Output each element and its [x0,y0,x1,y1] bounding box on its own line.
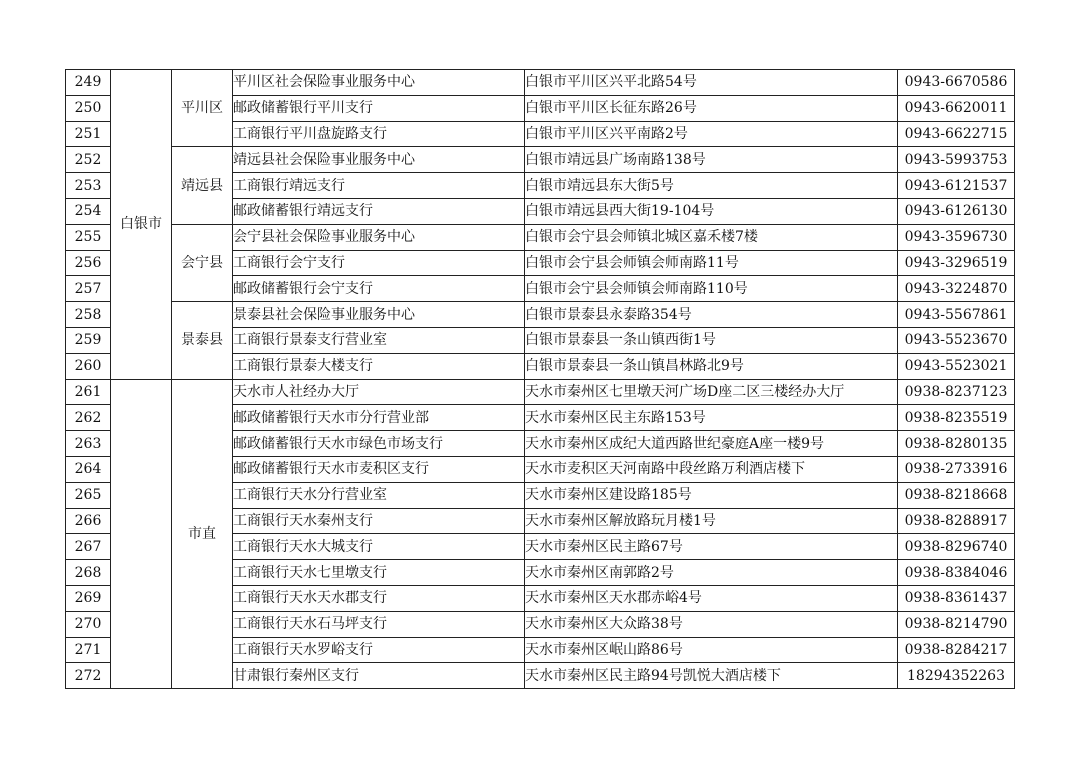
table-row [66,379,1015,405]
outlet-address: 白银市景泰县永泰路354号 [525,302,898,328]
outlet-name: 工商银行天水天水郡支行 [233,585,525,611]
outlet-name: 天水市人社经办大厅 [233,379,525,405]
row-number: 253 [66,173,111,199]
outlet-name: 平川区社会保险事业服务中心 [233,70,525,96]
outlet-phone: 0943-3224870 [898,276,1015,302]
row-number: 251 [66,121,111,147]
outlet-name: 景泰县社会保险事业服务中心 [233,302,525,328]
outlet-phone: 0938-8361437 [898,585,1015,611]
outlet-phone: 0943-5523670 [898,327,1015,353]
row-number: 267 [66,534,111,560]
outlet-address: 天水市秦州区解放路玩月楼1号 [525,508,898,534]
outlet-phone: 0938-8214790 [898,611,1015,637]
outlet-phone: 0938-8384046 [898,560,1015,586]
outlet-name: 邮政储蓄银行天水市麦积区支行 [233,456,525,482]
row-number: 264 [66,456,111,482]
outlet-phone: 0938-8296740 [898,534,1015,560]
outlet-name: 工商银行天水分行营业室 [233,482,525,508]
outlet-address: 白银市会宁县会师镇会师南路11号 [525,250,898,276]
outlet-phone: 0938-8237123 [898,379,1015,405]
row-number: 252 [66,147,111,173]
outlet-name: 邮政储蓄银行平川支行 [233,95,525,121]
row-number: 265 [66,482,111,508]
row-number: 257 [66,276,111,302]
outlet-name: 工商银行天水七里墩支行 [233,560,525,586]
outlet-address: 白银市平川区兴平北路54号 [525,70,898,96]
district-cell: 靖远县 [172,147,233,224]
row-number: 250 [66,95,111,121]
outlet-phone: 0943-5523021 [898,353,1015,379]
outlet-phone: 0938-8218668 [898,482,1015,508]
outlet-address: 白银市平川区兴平南路2号 [525,121,898,147]
row-number: 255 [66,224,111,250]
district-cell: 会宁县 [172,224,233,301]
outlet-phone: 0943-6620011 [898,95,1015,121]
outlet-address: 白银市靖远县东大街5号 [525,173,898,199]
outlet-address: 白银市会宁县会师镇北城区嘉禾楼7楼 [525,224,898,250]
outlet-name: 靖远县社会保险事业服务中心 [233,147,525,173]
outlet-name: 工商银行靖远支行 [233,173,525,199]
row-number: 269 [66,585,111,611]
district-cell: 市直 [172,379,233,689]
outlet-name: 会宁县社会保险事业服务中心 [233,224,525,250]
row-number: 266 [66,508,111,534]
row-number: 262 [66,405,111,431]
outlet-name: 工商银行天水石马坪支行 [233,611,525,637]
outlet-phone: 0943-6126130 [898,198,1015,224]
outlet-address: 白银市靖远县广场南路138号 [525,147,898,173]
outlet-address: 天水市秦州区南郭路2号 [525,560,898,586]
outlet-phone: 18294352263 [898,663,1015,689]
outlet-phone: 0943-6670586 [898,70,1015,96]
outlet-phone: 0943-3296519 [898,250,1015,276]
outlet-address: 天水市秦州区成纪大道西路世纪豪庭A座一楼9号 [525,431,898,457]
table-row [66,147,1015,173]
outlet-name: 邮政储蓄银行靖远支行 [233,198,525,224]
outlet-name: 工商银行平川盘旋路支行 [233,121,525,147]
district-cell: 景泰县 [172,302,233,379]
outlet-address: 天水市秦州区建设路185号 [525,482,898,508]
outlet-name: 工商银行会宁支行 [233,250,525,276]
outlet-phone: 0938-8288917 [898,508,1015,534]
outlet-name: 工商银行天水罗峪支行 [233,637,525,663]
row-number: 259 [66,327,111,353]
outlet-address: 白银市平川区长征东路26号 [525,95,898,121]
row-number: 270 [66,611,111,637]
row-number: 249 [66,70,111,96]
outlet-name: 工商银行景泰大楼支行 [233,353,525,379]
outlet-name: 邮政储蓄银行天水市绿色市场支行 [233,431,525,457]
service-outlet-table [65,69,1015,689]
table-row [66,224,1015,250]
row-number: 256 [66,250,111,276]
outlet-name: 邮政储蓄银行天水市分行营业部 [233,405,525,431]
outlet-phone: 0938-8284217 [898,637,1015,663]
table-row [66,70,1015,96]
outlet-name: 工商银行景泰支行营业室 [233,327,525,353]
table-row [66,302,1015,328]
outlet-phone: 0938-8280135 [898,431,1015,457]
outlet-name: 甘肃银行秦州区支行 [233,663,525,689]
outlet-address: 天水市秦州区岷山路86号 [525,637,898,663]
outlet-address: 白银市靖远县西大街19-104号 [525,198,898,224]
outlet-address: 天水市秦州区民主东路153号 [525,405,898,431]
outlet-phone: 0943-5567861 [898,302,1015,328]
row-number: 260 [66,353,111,379]
outlet-address: 天水市秦州区民主路67号 [525,534,898,560]
outlet-address: 天水市秦州区民主路94号凯悦大酒店楼下 [525,663,898,689]
outlet-address: 白银市景泰县一条山镇昌林路北9号 [525,353,898,379]
district-cell: 平川区 [172,70,233,147]
outlet-address: 天水市秦州区天水郡赤峪4号 [525,585,898,611]
row-number: 263 [66,431,111,457]
city-cell [111,379,172,689]
row-number: 258 [66,302,111,328]
outlet-address: 白银市景泰县一条山镇西街1号 [525,327,898,353]
outlet-phone: 0943-6121537 [898,173,1015,199]
outlet-address: 白银市会宁县会师镇会师南路110号 [525,276,898,302]
city-cell: 白银市 [111,70,172,380]
outlet-address: 天水市秦州区七里墩天河广场D座二区三楼经办大厅 [525,379,898,405]
outlet-address: 天水市麦积区天河南路中段丝路万利酒店楼下 [525,456,898,482]
outlet-phone: 0943-6622715 [898,121,1015,147]
row-number: 254 [66,198,111,224]
outlet-phone: 0943-5993753 [898,147,1015,173]
row-number: 261 [66,379,111,405]
outlet-phone: 0938-2733916 [898,456,1015,482]
row-number: 272 [66,663,111,689]
outlet-phone: 0943-3596730 [898,224,1015,250]
outlet-name: 邮政储蓄银行会宁支行 [233,276,525,302]
outlet-address: 天水市秦州区大众路38号 [525,611,898,637]
row-number: 271 [66,637,111,663]
row-number: 268 [66,560,111,586]
outlet-name: 工商银行天水秦州支行 [233,508,525,534]
outlet-name: 工商银行天水大城支行 [233,534,525,560]
outlet-phone: 0938-8235519 [898,405,1015,431]
